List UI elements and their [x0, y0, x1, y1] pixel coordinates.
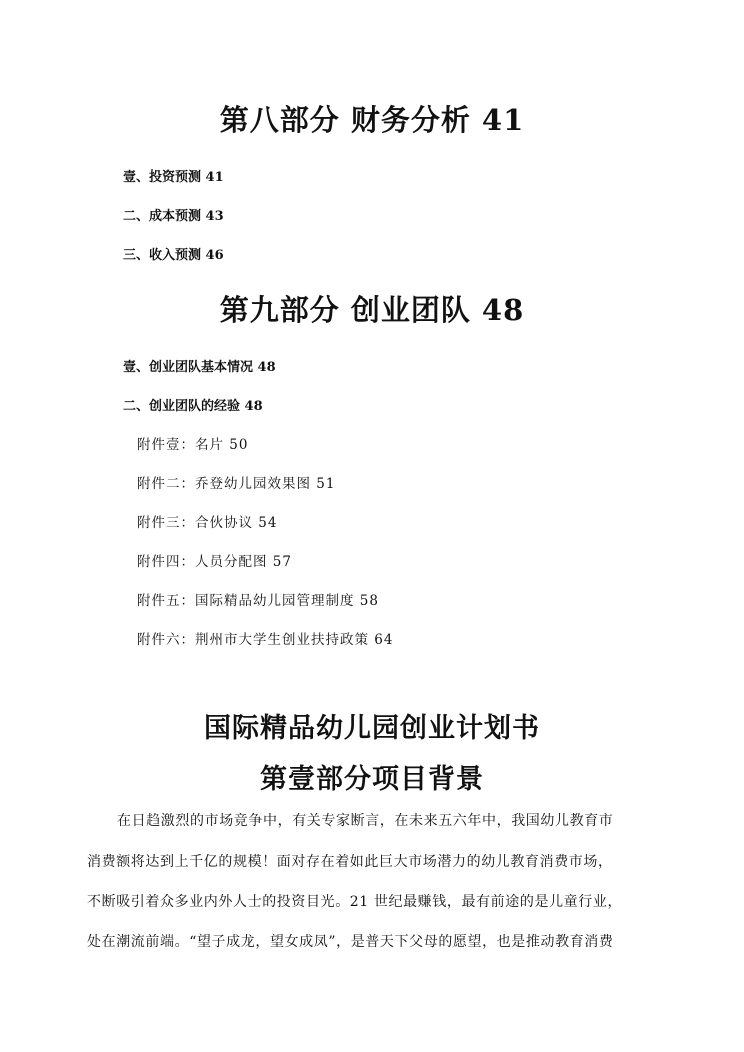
toc-appendix-1[interactable]: 附件壹：名片 50 [137, 437, 249, 453]
paragraph-line-3: 不断吸引着众多业内外人士的投资目光。21 世纪最赚钱，最有前途的是儿童行业， [87, 894, 623, 910]
toc-entry-revenue-forecast[interactable]: 三、收入预测 46 [123, 248, 224, 263]
document-title: 国际精品幼儿园创业计划书 [204, 713, 540, 744]
paragraph-line-2: 消费额将达到上千亿的规模！面对存在着如此巨大市场潜力的幼儿教育消费市场， [87, 854, 613, 870]
toc-part9-heading[interactable]: 第九部分 创业团队 48 [219, 293, 525, 327]
toc-entry-cost-forecast[interactable]: 二、成本预测 43 [123, 209, 224, 224]
toc-entry-investment-forecast[interactable]: 壹、投资预测 41 [123, 170, 224, 185]
paragraph-line-4: 处在潮流前端。“望子成龙，望女成凤”，是普天下父母的愿望，也是推动教育消费 [87, 934, 614, 950]
paragraph-line-1: 在日趋激烈的市场竞争中，有关专家断言，在未来五六年中，我国幼儿教育市 [117, 813, 614, 829]
toc-entry-team-experience[interactable]: 二、创业团队的经验 48 [123, 399, 263, 414]
toc-appendix-4[interactable]: 附件四：人员分配图 57 [137, 554, 292, 570]
toc-appendix-6[interactable]: 附件六：荆州市大学生创业扶持政策 64 [137, 632, 394, 648]
toc-part8-heading[interactable]: 第八部分 财务分析 41 [219, 103, 525, 137]
toc-appendix-3[interactable]: 附件三：合伙协议 54 [137, 515, 278, 531]
toc-appendix-2[interactable]: 附件二：乔登幼儿园效果图 51 [137, 476, 336, 492]
toc-appendix-5[interactable]: 附件五：国际精品幼儿园管理制度 58 [137, 593, 379, 609]
part1-heading: 第壹部分项目背景 [260, 764, 484, 795]
toc-entry-team-basics[interactable]: 壹、创业团队基本情况 48 [123, 360, 276, 375]
